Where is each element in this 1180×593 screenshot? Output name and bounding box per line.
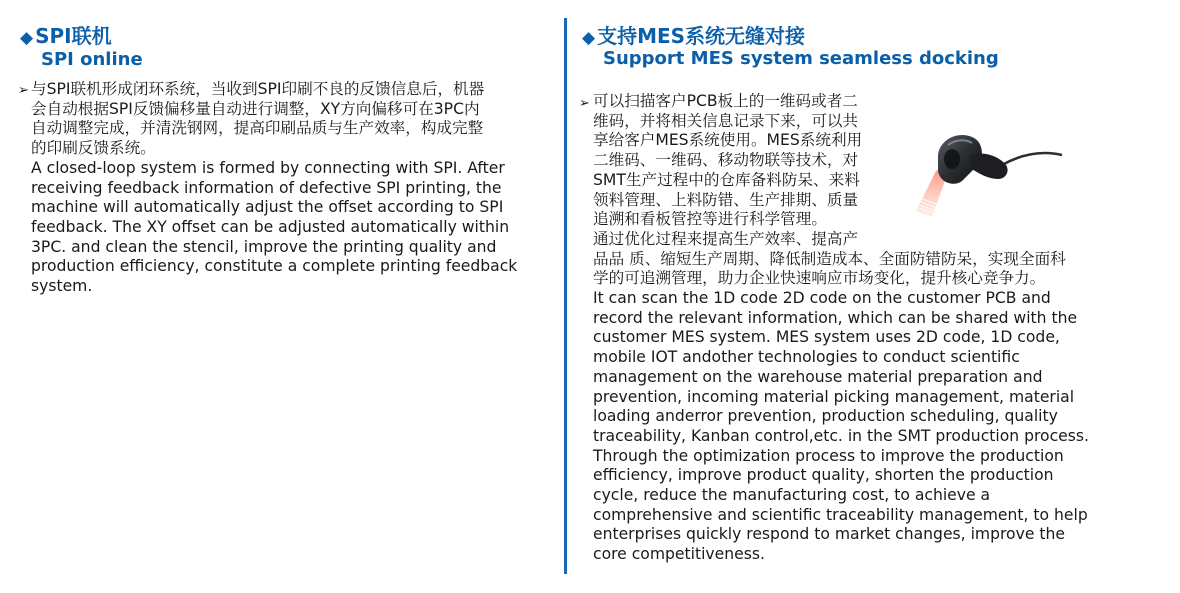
diamond-icon: ◆ <box>582 28 596 48</box>
text-line: 追溯和看板管控等进行科学管理。 <box>593 210 827 229</box>
text-line: prevention, incoming material picking management, material <box>593 387 1075 406</box>
mes-docking-subtitle: Support MES system seamless docking <box>603 48 999 69</box>
text-line: record the relevant information, which can be shared with the <box>593 308 1078 327</box>
text-line: 通过优化过程来提高生产效率、提高产 <box>593 230 859 248</box>
spi-cn-paragraph <box>31 80 523 159</box>
text-line: 二维码、一维码、移动物联等技术，对 <box>593 151 859 170</box>
mes-en-paragraph <box>593 289 1093 565</box>
text-line: 维码，并将相关信息记录下来，可以共 <box>593 111 859 130</box>
text-line: cycle, reduce the manufacturing cost, to achieve a <box>593 486 991 505</box>
column-divider <box>564 18 567 574</box>
mes-cn-paragraph-wide <box>593 230 1093 289</box>
text-line: SMT生产过程中的仓库备料防呆、来料 <box>593 170 860 189</box>
text-line: 领料管理、上料防错、生产排期、质量 <box>593 190 859 209</box>
spi-en-paragraph <box>31 159 523 297</box>
text-line: core competitiveness. <box>593 545 765 564</box>
text-line: 学的可追溯管理，助力企业快速响应市场变化，提升核心竞争力。 <box>593 269 1046 288</box>
text-line: feedback. The XY offset can be adjusted automatically within <box>31 217 510 236</box>
text-line: mobile IOT andother technologies to conduct scientific <box>593 348 1020 367</box>
text-line: comprehensive and scientific traceability management, to help <box>593 505 1088 524</box>
mes-cn-paragraph-narrow <box>593 92 878 230</box>
text-line: machine will automatically adjust the offset according to SPI <box>31 198 504 217</box>
arrow-bullet-icon: ➢ <box>579 96 590 111</box>
text-line: It can scan the 1D code 2D code on the customer PCB and <box>593 289 1051 307</box>
arrow-bullet-icon: ➢ <box>18 83 29 98</box>
text-line: traceability, Kanban control,etc. in the SMT production process. <box>593 426 1089 445</box>
spi-online-subtitle: SPI online <box>41 49 143 70</box>
text-line: customer MES system. MES system uses 2D code, 1D code, <box>593 328 1060 347</box>
text-line: efficiency, improve product quality, shorten the production <box>593 466 1054 485</box>
text-line: Through the optimization process to improve the production <box>593 446 1064 465</box>
spi-online-title-text: SPI联机 <box>35 24 112 48</box>
mes-docking-title-text: 支持MES系统无缝对接 <box>597 24 806 48</box>
text-line: A closed-loop system is formed by connecting with SPI. After <box>31 158 505 177</box>
spi-online-title <box>20 24 112 50</box>
mes-docking-title <box>582 24 805 50</box>
text-line: receiving feedback information of defective SPI printing, the <box>31 178 502 197</box>
text-line: system. <box>31 277 93 296</box>
text-line: enterprises quickly respond to market changes, improve the <box>593 525 1065 544</box>
text-line: 的印刷反馈系统。 <box>31 139 156 158</box>
text-line: 3PC. and clean the stencil, improve the printing quality and <box>31 237 497 256</box>
text-line: 自动调整完成，并清洗钢网，提高印刷品质与生产效率，构成完整 <box>31 119 484 138</box>
text-line: 可以扫描客户PCB板上的一维码或者二 <box>593 92 858 110</box>
spi-online-description <box>31 80 523 297</box>
barcode-scanner-icon <box>910 125 1070 225</box>
text-line: production efficiency, constitute a complete printing feedback <box>31 257 518 276</box>
diamond-icon: ◆ <box>20 28 34 48</box>
text-line: loading anderror prevention, production scheduling, quality <box>593 407 1058 426</box>
text-line: 与SPI联机形成闭环系统，当收到SPI印刷不良的反馈信息后，机器 <box>31 80 485 98</box>
text-line: 会自动根据SPI反馈偏移量自动进行调整，XY方向偏移可在3PC内 <box>31 99 480 118</box>
text-line: 品品 质、缩短生产周期、降低制造成本、全面防错防呆，实现全面科 <box>593 249 1066 268</box>
text-line: management on the warehouse material preparation and <box>593 367 1043 386</box>
text-line: 享给客户MES系统使用。MES系统利用 <box>593 131 863 150</box>
